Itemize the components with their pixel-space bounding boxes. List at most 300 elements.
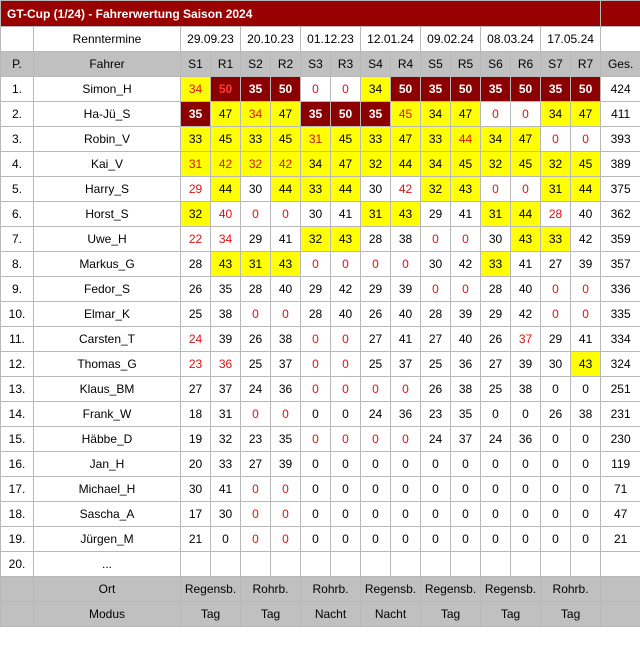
score-cell: 35 — [211, 277, 241, 302]
score-cell: 26 — [241, 327, 271, 352]
score-cell: 27 — [181, 377, 211, 402]
score-cell: 0 — [511, 502, 541, 527]
score-cell: 35 — [451, 402, 481, 427]
driver-name-cell: Robin_V — [34, 127, 181, 152]
score-cell: 50 — [571, 77, 601, 102]
table-row — [1, 327, 640, 352]
score-cell: 42 — [391, 177, 421, 202]
score-cell: 28 — [421, 302, 451, 327]
score-cell: 29 — [301, 277, 331, 302]
header-race: S3 — [301, 52, 331, 77]
position-cell: 17. — [1, 477, 34, 502]
score-cell: 0 — [241, 302, 271, 327]
score-cell: 0 — [541, 302, 571, 327]
score-cell: 36 — [271, 377, 301, 402]
score-cell: 23 — [241, 427, 271, 452]
race-date: 08.03.24 — [481, 27, 541, 52]
score-cell: 45 — [571, 152, 601, 177]
score-cell: 0 — [451, 527, 481, 552]
ort-end-cell — [601, 577, 640, 602]
score-cell: 40 — [391, 302, 421, 327]
score-cell: 37 — [391, 352, 421, 377]
score-cell: 26 — [421, 377, 451, 402]
race-date: 29.09.23 — [181, 27, 241, 52]
score-cell: 35 — [481, 77, 511, 102]
score-cell: 34 — [301, 152, 331, 177]
position-cell: 15. — [1, 427, 34, 452]
venue-cell: Rohrb. — [241, 577, 301, 602]
score-cell: 0 — [331, 352, 361, 377]
score-cell: 0 — [541, 427, 571, 452]
score-cell: 33 — [241, 127, 271, 152]
score-cell: 47 — [391, 127, 421, 152]
score-cell: 0 — [361, 427, 391, 452]
score-cell: 0 — [481, 402, 511, 427]
total-cell: 71 — [601, 477, 640, 502]
score-cell: 0 — [511, 452, 541, 477]
score-cell: 0 — [511, 477, 541, 502]
score-cell: 43 — [391, 202, 421, 227]
score-cell: 0 — [361, 502, 391, 527]
score-cell: 43 — [271, 252, 301, 277]
modus-label: Modus — [34, 602, 181, 627]
score-cell: 0 — [391, 502, 421, 527]
score-cell: 0 — [361, 452, 391, 477]
score-cell: 33 — [181, 127, 211, 152]
score-cell: 47 — [451, 102, 481, 127]
score-cell: 40 — [451, 327, 481, 352]
score-cell: 38 — [451, 377, 481, 402]
score-cell: 35 — [241, 77, 271, 102]
score-cell: 0 — [331, 402, 361, 427]
score-cell: 28 — [181, 252, 211, 277]
modus-row — [1, 602, 640, 627]
score-cell: 36 — [451, 352, 481, 377]
score-cell: 35 — [421, 77, 451, 102]
score-cell — [421, 552, 451, 577]
score-cell: 44 — [211, 177, 241, 202]
score-cell: 23 — [181, 352, 211, 377]
score-cell: 40 — [331, 302, 361, 327]
score-cell: 37 — [211, 377, 241, 402]
score-cell: 0 — [241, 202, 271, 227]
score-cell: 0 — [271, 502, 301, 527]
score-cell: 35 — [541, 77, 571, 102]
driver-name-cell: Jürgen_M — [34, 527, 181, 552]
total-cell — [601, 552, 640, 577]
score-cell — [391, 552, 421, 577]
score-cell: 24 — [181, 327, 211, 352]
driver-name-cell: Sascha_A — [34, 502, 181, 527]
score-cell — [481, 552, 511, 577]
position-cell: 14. — [1, 402, 34, 427]
score-cell: 45 — [211, 127, 241, 152]
score-cell: 0 — [331, 77, 361, 102]
score-cell: 37 — [451, 427, 481, 452]
score-cell: 32 — [241, 152, 271, 177]
score-cell: 0 — [301, 77, 331, 102]
score-cell: 50 — [211, 77, 241, 102]
score-cell: 32 — [361, 152, 391, 177]
score-cell: 0 — [361, 477, 391, 502]
score-cell: 24 — [421, 427, 451, 452]
score-cell: 30 — [181, 477, 211, 502]
score-cell: 0 — [481, 527, 511, 552]
score-cell: 0 — [331, 327, 361, 352]
score-cell: 0 — [331, 452, 361, 477]
total-cell: 389 — [601, 152, 640, 177]
score-cell: 34 — [211, 227, 241, 252]
score-cell: 27 — [481, 352, 511, 377]
score-cell: 0 — [421, 502, 451, 527]
score-cell: 43 — [331, 227, 361, 252]
header-race: R2 — [271, 52, 301, 77]
total-cell: 21 — [601, 527, 640, 552]
table-body — [1, 1, 640, 577]
venue-cell: Regensb. — [421, 577, 481, 602]
table-row — [1, 427, 640, 452]
score-cell: 0 — [571, 527, 601, 552]
score-cell: 42 — [271, 152, 301, 177]
score-cell: 43 — [211, 252, 241, 277]
score-cell: 17 — [181, 502, 211, 527]
score-cell: 40 — [211, 202, 241, 227]
score-cell: 0 — [301, 477, 331, 502]
score-cell: 30 — [301, 202, 331, 227]
score-cell: 0 — [511, 177, 541, 202]
race-date: 20.10.23 — [241, 27, 301, 52]
score-cell: 47 — [271, 102, 301, 127]
score-cell — [211, 552, 241, 577]
header-race: R1 — [211, 52, 241, 77]
modus-cell: Tag — [541, 602, 601, 627]
score-cell: 25 — [481, 377, 511, 402]
score-cell: 0 — [361, 527, 391, 552]
score-cell: 41 — [271, 227, 301, 252]
table-row — [1, 402, 640, 427]
total-cell: 359 — [601, 227, 640, 252]
score-cell: 0 — [391, 527, 421, 552]
header-race: S2 — [241, 52, 271, 77]
score-cell: 34 — [541, 102, 571, 127]
modus-cell: Tag — [481, 602, 541, 627]
score-cell: 35 — [271, 427, 301, 452]
score-cell: 0 — [271, 202, 301, 227]
total-cell: 334 — [601, 327, 640, 352]
modus-cell: Nacht — [361, 602, 421, 627]
score-cell: 41 — [451, 202, 481, 227]
score-cell: 0 — [331, 527, 361, 552]
score-cell: 33 — [301, 177, 331, 202]
score-cell: 25 — [241, 352, 271, 377]
score-cell: 33 — [481, 252, 511, 277]
total-cell: 251 — [601, 377, 640, 402]
position-cell: 5. — [1, 177, 34, 202]
header-race: R3 — [331, 52, 361, 77]
score-cell: 25 — [181, 302, 211, 327]
score-cell: 41 — [331, 202, 361, 227]
score-cell: 32 — [481, 152, 511, 177]
position-cell: 6. — [1, 202, 34, 227]
score-cell: 0 — [451, 477, 481, 502]
score-cell: 44 — [571, 177, 601, 202]
driver-name-cell: Kai_V — [34, 152, 181, 177]
score-cell: 0 — [511, 402, 541, 427]
total-cell: 357 — [601, 252, 640, 277]
venue-cell: Regensb. — [481, 577, 541, 602]
ort-row — [1, 577, 640, 602]
score-cell: 28 — [361, 227, 391, 252]
score-cell: 0 — [241, 477, 271, 502]
score-cell: 0 — [241, 402, 271, 427]
score-cell: 0 — [421, 452, 451, 477]
score-cell: 39 — [211, 327, 241, 352]
score-cell: 0 — [271, 477, 301, 502]
header-race: S4 — [361, 52, 391, 77]
score-cell: 45 — [391, 102, 421, 127]
score-cell: 39 — [511, 352, 541, 377]
score-cell: 27 — [541, 252, 571, 277]
driver-name-cell: Thomas_G — [34, 352, 181, 377]
header-race: S6 — [481, 52, 511, 77]
header-race: S1 — [181, 52, 211, 77]
score-cell: 27 — [241, 452, 271, 477]
position-cell: 12. — [1, 352, 34, 377]
score-cell: 0 — [541, 452, 571, 477]
score-cell — [511, 552, 541, 577]
venue-cell: Regensb. — [361, 577, 421, 602]
dates-corner-cell — [1, 27, 34, 52]
header-race: S7 — [541, 52, 571, 77]
score-cell: 38 — [391, 227, 421, 252]
total-cell: 231 — [601, 402, 640, 427]
score-cell: 50 — [391, 77, 421, 102]
position-cell: 10. — [1, 302, 34, 327]
score-cell: 31 — [361, 202, 391, 227]
total-cell: 424 — [601, 77, 640, 102]
score-cell: 37 — [271, 352, 301, 377]
score-cell: 34 — [481, 127, 511, 152]
table-row — [1, 377, 640, 402]
score-cell: 0 — [301, 327, 331, 352]
score-cell — [181, 552, 211, 577]
driver-name-cell: Ha-Jü_S — [34, 102, 181, 127]
score-cell: 0 — [301, 352, 331, 377]
header-race: S5 — [421, 52, 451, 77]
score-cell: 28 — [541, 202, 571, 227]
score-cell: 38 — [511, 377, 541, 402]
score-cell: 0 — [451, 502, 481, 527]
driver-name-cell: Markus_G — [34, 252, 181, 277]
score-cell: 50 — [271, 77, 301, 102]
table-row — [1, 277, 640, 302]
score-cell: 29 — [481, 302, 511, 327]
table-row — [1, 77, 640, 102]
score-cell: 42 — [571, 227, 601, 252]
header-total: Ges. — [601, 52, 640, 77]
score-cell: 29 — [241, 227, 271, 252]
score-cell: 47 — [331, 152, 361, 177]
score-cell — [271, 552, 301, 577]
position-cell: 3. — [1, 127, 34, 152]
score-cell: 30 — [541, 352, 571, 377]
table-row — [1, 202, 640, 227]
score-cell: 31 — [481, 202, 511, 227]
score-cell: 29 — [181, 177, 211, 202]
score-cell: 36 — [391, 402, 421, 427]
driver-name-cell: Michael_H — [34, 477, 181, 502]
score-cell: 0 — [541, 277, 571, 302]
score-cell: 21 — [181, 527, 211, 552]
score-cell: 39 — [391, 277, 421, 302]
score-cell: 0 — [541, 477, 571, 502]
race-date: 17.05.24 — [541, 27, 601, 52]
venue-cell: Rohrb. — [301, 577, 361, 602]
position-cell: 8. — [1, 252, 34, 277]
score-cell: 30 — [481, 227, 511, 252]
score-cell: 34 — [421, 102, 451, 127]
score-cell: 35 — [361, 102, 391, 127]
driver-name-cell: Jan_H — [34, 452, 181, 477]
score-cell: 0 — [211, 527, 241, 552]
modus-cell: Tag — [241, 602, 301, 627]
score-cell: 31 — [541, 177, 571, 202]
total-cell: 336 — [601, 277, 640, 302]
score-cell: 34 — [421, 152, 451, 177]
score-cell — [361, 552, 391, 577]
score-cell: 31 — [301, 127, 331, 152]
driver-name-cell: Häbbe_D — [34, 427, 181, 452]
score-cell: 32 — [181, 202, 211, 227]
header-pos: P. — [1, 52, 34, 77]
score-cell: 0 — [271, 527, 301, 552]
race-date: 09.02.24 — [421, 27, 481, 52]
position-cell: 18. — [1, 502, 34, 527]
score-cell: 41 — [211, 477, 241, 502]
score-cell: 0 — [301, 252, 331, 277]
driver-name-cell: Harry_S — [34, 177, 181, 202]
position-cell: 20. — [1, 552, 34, 577]
score-cell: 47 — [211, 102, 241, 127]
score-cell: 0 — [451, 277, 481, 302]
score-cell: 33 — [361, 127, 391, 152]
position-cell: 11. — [1, 327, 34, 352]
score-cell: 0 — [271, 302, 301, 327]
score-cell: 0 — [421, 527, 451, 552]
score-cell — [541, 552, 571, 577]
score-cell: 20 — [181, 452, 211, 477]
table-title: GT-Cup (1/24) - Fahrerwertung Saison 2024 — [1, 1, 601, 27]
score-cell: 39 — [271, 452, 301, 477]
title-corner-cell — [601, 1, 640, 27]
score-cell: 0 — [241, 527, 271, 552]
score-cell: 50 — [511, 77, 541, 102]
score-cell: 0 — [481, 477, 511, 502]
total-cell: 411 — [601, 102, 640, 127]
score-cell: 0 — [571, 377, 601, 402]
table-row — [1, 352, 640, 377]
position-cell: 13. — [1, 377, 34, 402]
score-cell: 24 — [481, 427, 511, 452]
score-cell: 24 — [361, 402, 391, 427]
table-row — [1, 302, 640, 327]
score-cell: 33 — [421, 127, 451, 152]
score-cell: 0 — [571, 502, 601, 527]
position-cell: 7. — [1, 227, 34, 252]
table-row — [1, 152, 640, 177]
header-row — [1, 52, 640, 77]
score-cell: 0 — [241, 502, 271, 527]
score-cell: 38 — [271, 327, 301, 352]
position-cell: 19. — [1, 527, 34, 552]
driver-name-cell: Simon_H — [34, 77, 181, 102]
score-cell: 32 — [301, 227, 331, 252]
score-cell: 0 — [301, 452, 331, 477]
score-cell: 0 — [571, 427, 601, 452]
score-cell: 0 — [421, 277, 451, 302]
table-row — [1, 502, 640, 527]
score-cell: 19 — [181, 427, 211, 452]
table-row — [1, 527, 640, 552]
score-cell: 45 — [331, 127, 361, 152]
score-cell: 0 — [301, 527, 331, 552]
score-cell: 0 — [451, 227, 481, 252]
modus-end-cell — [601, 602, 640, 627]
score-cell: 28 — [241, 277, 271, 302]
modus-cell: Tag — [421, 602, 481, 627]
score-cell: 29 — [361, 277, 391, 302]
score-cell: 26 — [481, 327, 511, 352]
total-cell: 335 — [601, 302, 640, 327]
score-cell: 42 — [451, 252, 481, 277]
score-cell: 29 — [421, 202, 451, 227]
score-cell: 26 — [181, 277, 211, 302]
header-race: R5 — [451, 52, 481, 77]
score-cell: 33 — [541, 227, 571, 252]
score-cell: 18 — [181, 402, 211, 427]
score-cell: 47 — [571, 102, 601, 127]
score-cell: 29 — [541, 327, 571, 352]
score-cell: 43 — [511, 227, 541, 252]
score-cell: 22 — [181, 227, 211, 252]
score-cell: 24 — [241, 377, 271, 402]
score-cell: 40 — [271, 277, 301, 302]
score-cell: 28 — [481, 277, 511, 302]
score-cell: 34 — [241, 102, 271, 127]
score-cell — [301, 552, 331, 577]
score-cell: 0 — [541, 527, 571, 552]
score-cell: 45 — [271, 127, 301, 152]
score-cell: 0 — [481, 452, 511, 477]
driver-name-cell: Klaus_BM — [34, 377, 181, 402]
score-cell: 30 — [421, 252, 451, 277]
position-cell: 1. — [1, 77, 34, 102]
score-cell: 0 — [541, 127, 571, 152]
score-cell: 42 — [211, 152, 241, 177]
table-row — [1, 102, 640, 127]
score-cell: 45 — [511, 152, 541, 177]
score-cell: 50 — [451, 77, 481, 102]
dates-row — [1, 27, 640, 52]
score-cell: 0 — [271, 402, 301, 427]
driver-name-cell: Fedor_S — [34, 277, 181, 302]
score-cell: 26 — [361, 302, 391, 327]
score-cell: 0 — [391, 427, 421, 452]
score-cell: 0 — [361, 252, 391, 277]
modus-cell: Tag — [181, 602, 241, 627]
score-cell — [571, 552, 601, 577]
modus-corner-cell — [1, 602, 34, 627]
